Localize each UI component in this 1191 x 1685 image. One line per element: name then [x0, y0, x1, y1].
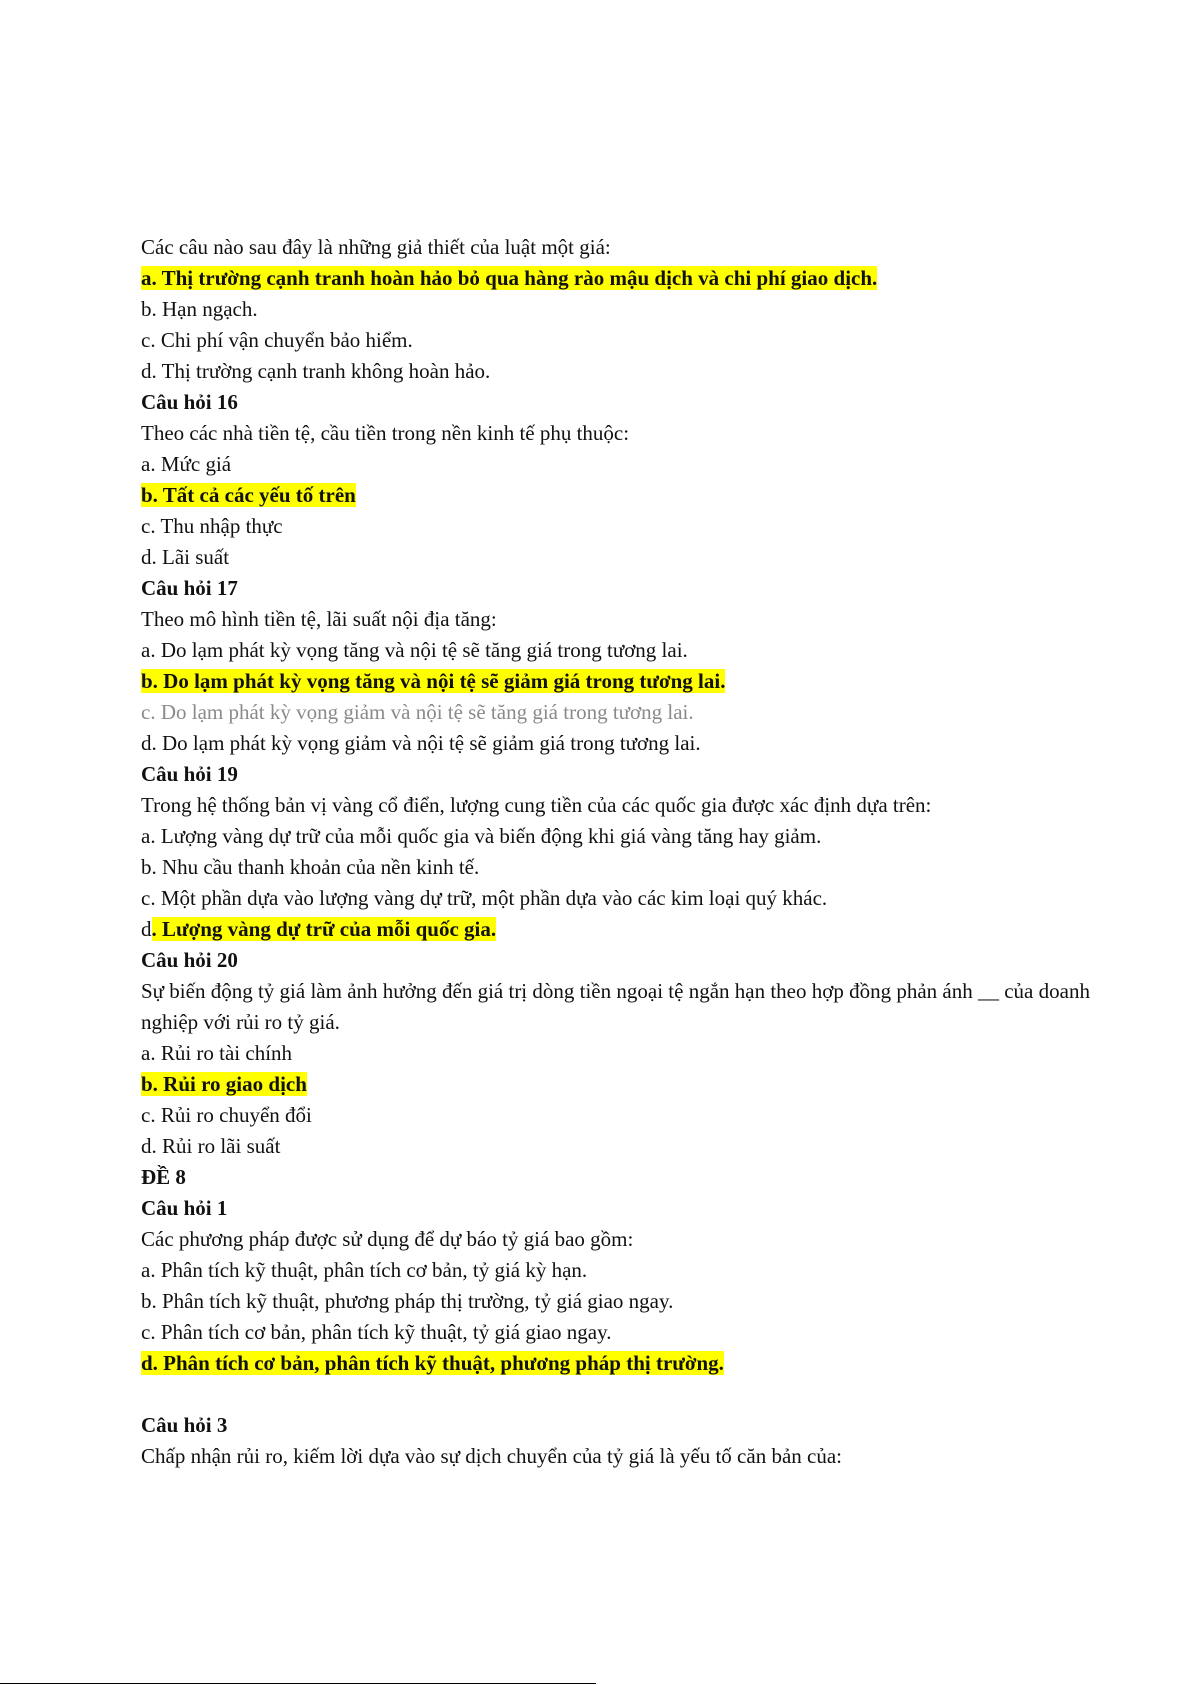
question-text: Theo các nhà tiền tệ, cầu tiền trong nền kinh tế phụ thuộc:	[141, 421, 630, 445]
question-title: Câu hỏi 19	[141, 762, 238, 786]
question-title: Câu hỏi 17	[141, 576, 238, 600]
question-title: Câu hỏi 20	[141, 948, 238, 972]
answer-option: d. Lãi suất	[141, 545, 230, 569]
question-title: Câu hỏi 16	[141, 390, 238, 414]
answer-option-muted: c. Do lạm phát kỳ vọng giảm và nội tệ sẽ tăng giá trong tương lai.	[141, 700, 694, 724]
answer-option: b. Phân tích kỹ thuật, phương pháp thị trường, tỷ giá giao ngay.	[141, 1289, 674, 1313]
question-title: Câu hỏi 3	[141, 1413, 228, 1437]
question-text: Chấp nhận rủi ro, kiếm lời dựa vào sự dịch chuyển của tỷ giá là yếu tố căn bản của:	[141, 1444, 842, 1468]
question-text: Sự biến động tỷ giá làm ảnh hưởng đến giá trị dòng tiền ngoại tệ ngắn hạn theo hợp đồng phản ánh __ của doanh nghiệp với rủi ro tỷ giá.	[141, 979, 1090, 1034]
answer-option: b. Hạn ngạch.	[141, 297, 258, 321]
answer-option-correct: a. Thị trường cạnh tranh hoàn hảo bỏ qua hàng rào mậu dịch và chi phí giao dịch.	[141, 266, 878, 290]
answer-option-correct: b. Rủi ro giao dịch	[141, 1072, 307, 1096]
question-text: Các phương pháp được sử dụng để dự báo tỷ giá bao gồm:	[141, 1227, 634, 1251]
answer-option-correct: b. Tất cả các yếu tố trên	[141, 483, 356, 507]
question-text: Trong hệ thống bản vị vàng cổ điển, lượng cung tiền của các quốc gia được xác định dựa trên:	[141, 793, 932, 817]
answer-option: d. Rủi ro lãi suất	[141, 1134, 281, 1158]
question-text: Theo mô hình tiền tệ, lãi suất nội địa tăng:	[141, 607, 497, 631]
question-text: Các câu nào sau đây là những giả thiết của luật một giá:	[141, 235, 611, 259]
footer-divider	[0, 1683, 596, 1684]
answer-option: c. Phân tích cơ bản, phân tích kỹ thuật, tỷ giá giao ngay.	[141, 1320, 612, 1344]
answer-option: d. Thị trường cạnh tranh không hoàn hảo.	[141, 359, 491, 383]
answer-option: c. Chi phí vận chuyển bảo hiểm.	[141, 328, 413, 352]
answer-option-correct: d. Phân tích cơ bản, phân tích kỹ thuật, phương pháp thị trường.	[141, 1351, 724, 1375]
answer-option: d. Do lạm phát kỳ vọng giảm và nội tệ sẽ giảm giá trong tương lai.	[141, 731, 701, 755]
answer-option: a. Mức giá	[141, 452, 232, 476]
answer-option: a. Phân tích kỹ thuật, phân tích cơ bản, tỷ giá kỳ hạn.	[141, 1258, 588, 1282]
answer-option: a. Rủi ro tài chính	[141, 1041, 293, 1065]
answer-option-correct: b. Do lạm phát kỳ vọng tăng và nội tệ sẽ giảm giá trong tương lai.	[141, 669, 726, 693]
answer-option: a. Do lạm phát kỳ vọng tăng và nội tệ sẽ tăng giá trong tương lai.	[141, 638, 688, 662]
answer-option: c. Rủi ro chuyển đổi	[141, 1103, 312, 1127]
question-title: Câu hỏi 1	[141, 1196, 228, 1220]
exam-heading: ĐỀ 8	[141, 1165, 186, 1189]
answer-option: a. Lượng vàng dự trữ của mỗi quốc gia và biến động khi giá vàng tăng hay giảm.	[141, 824, 822, 848]
document-page	[141, 232, 1101, 1472]
answer-option-correct	[141, 914, 1101, 945]
answer-option: c. Thu nhập thực	[141, 514, 283, 538]
answer-letter: d	[141, 917, 152, 941]
answer-highlight: . Lượng vàng dự trữ của mỗi quốc gia.	[151, 917, 497, 941]
answer-option: b. Nhu cầu thanh khoản của nền kinh tế.	[141, 855, 480, 879]
answer-option: c. Một phần dựa vào lượng vàng dự trữ, một phần dựa vào các kim loại quý khác.	[141, 886, 828, 910]
paragraph-spacer	[141, 1379, 1101, 1410]
